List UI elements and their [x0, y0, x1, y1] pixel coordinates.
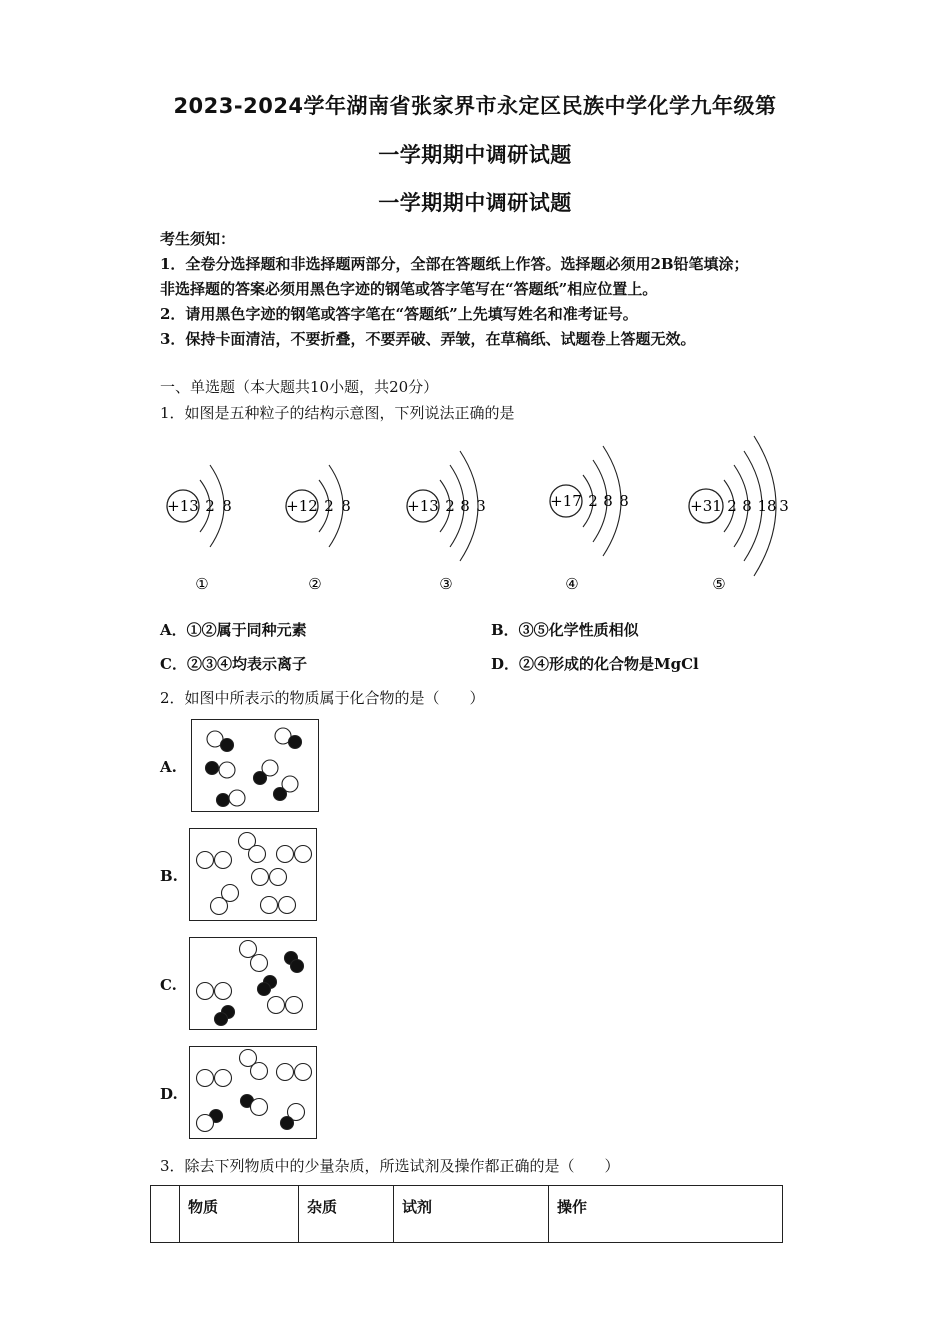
exam-title-line3: 一学期期中调研试题	[378, 191, 572, 215]
q1-option-d[interactable]: D．②④形成的化合物是MgCl	[491, 655, 699, 673]
nucleus-charge: +13	[167, 497, 199, 515]
q3-stem: 3．除去下列物质中的少量杂质，所选试剂及操作都正确的是（ ）	[160, 1157, 620, 1175]
diagram-label: ③	[439, 575, 453, 593]
diagram-label: ②	[308, 575, 322, 593]
q2-particle-box-d[interactable]	[189, 1046, 317, 1139]
q2-stem: 2．如图中所表示的物质属于化合物的是（ ）	[160, 689, 485, 707]
notice-item: 1．全卷分选择题和非选择题两部分，全部在答题纸上作答。选择题必须用2B铅笔填涂；	[160, 255, 749, 273]
q2-option-label-c[interactable]: C.	[160, 976, 177, 994]
particle-diagram	[190, 938, 316, 1029]
shell-electrons: 8	[742, 497, 752, 515]
nucleus-charge: +31	[690, 497, 722, 515]
table-header-cell: 操作	[549, 1186, 783, 1243]
particle-diagram	[190, 829, 316, 920]
atom-diagram-4	[550, 446, 629, 593]
shell-electrons: 3	[779, 497, 789, 515]
table-header-row	[151, 1186, 783, 1243]
shell-electrons: 8	[603, 492, 613, 510]
table-header-cell: 物质	[180, 1186, 299, 1243]
atom-diagram-5	[689, 436, 789, 593]
notice-heading: 考生须知：	[160, 230, 236, 248]
q2-option-label-b[interactable]: B.	[160, 867, 178, 885]
diagram-label: ④	[565, 575, 579, 593]
q1-option-a[interactable]: A．①②属于同种元素	[160, 621, 307, 639]
shell-electrons: 8	[619, 492, 629, 510]
atom-diagram-3	[407, 451, 486, 593]
shell-electrons: 8	[341, 497, 351, 515]
nucleus-charge: +12	[286, 497, 318, 515]
q1-option-b[interactable]: B．③⑤化学性质相似	[491, 621, 639, 639]
exam-title-line2: 一学期期中调研试题	[378, 143, 572, 167]
shell-electrons: 2	[324, 497, 334, 515]
atom-diagram-2	[286, 465, 351, 593]
shell-electrons: 2	[727, 497, 737, 515]
diagram-label: ①	[195, 575, 209, 593]
q2-option-label-a[interactable]: A.	[160, 758, 177, 776]
notice-item: 非选择题的答案必须用黑色字迹的钢笔或答字笔写在“答题纸”相应位置上。	[160, 280, 658, 298]
shell-electrons: 2	[588, 492, 598, 510]
atom-diagram-1	[167, 465, 232, 593]
notice-item: 2．请用黑色字迹的钢笔或答字笔在“答题纸”上先填写姓名和准考证号。	[160, 305, 638, 323]
shell-electrons: 8	[460, 497, 470, 515]
shell-electrons: 18	[757, 497, 777, 515]
atom-structure-diagrams	[150, 425, 810, 600]
q2-particle-box-a[interactable]	[191, 719, 319, 812]
q1-stem: 1．如图是五种粒子的结构示意图，下列说法正确的是	[160, 404, 515, 422]
nucleus-charge: +17	[550, 492, 582, 510]
particle-diagram	[192, 720, 318, 811]
table-header-cell: 杂质	[299, 1186, 394, 1243]
shell-electrons: 2	[205, 497, 215, 515]
q2-particle-box-c[interactable]	[189, 937, 317, 1030]
notice-item: 3．保持卡面清洁，不要折叠，不要弄破、弄皱，在草稿纸、试题卷上答题无效。	[160, 330, 696, 348]
nucleus-charge: +13	[407, 497, 439, 515]
exam-title-line1: 2023-2024学年湖南省张家界市永定区民族中学化学九年级第	[173, 94, 777, 118]
section-heading: 一、单选题（本大题共10小题，共20分）	[160, 378, 439, 396]
shell-electrons: 8	[222, 497, 232, 515]
shell-electrons: 2	[445, 497, 455, 515]
particle-diagram	[190, 1047, 316, 1138]
table-header-cell	[151, 1186, 180, 1243]
q1-option-c[interactable]: C．②③④均表示离子	[160, 655, 307, 673]
q2-option-label-d[interactable]: D.	[160, 1085, 178, 1103]
table-header-cell: 试剂	[394, 1186, 549, 1243]
q3-table	[150, 1185, 783, 1243]
diagram-label: ⑤	[712, 575, 726, 593]
shell-electrons: 3	[476, 497, 486, 515]
q2-particle-box-b[interactable]	[189, 828, 317, 921]
